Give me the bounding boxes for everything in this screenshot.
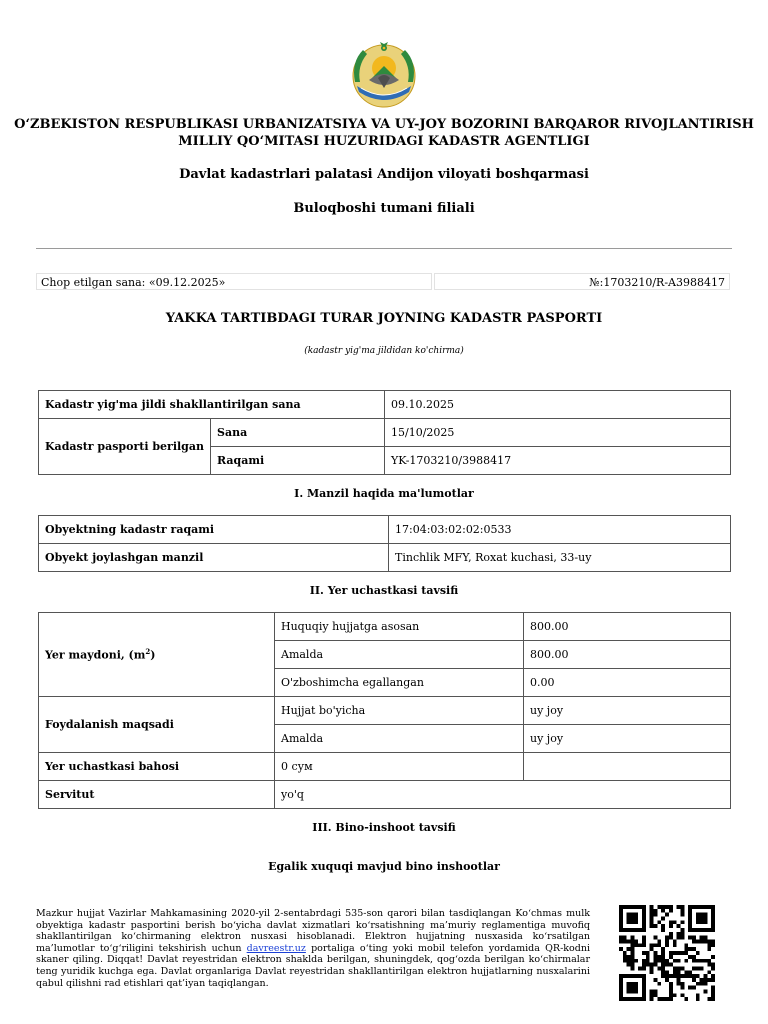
self-occupied-label: O'zboshimcha egallangan — [275, 669, 524, 697]
issue-date-label: Sana — [211, 419, 385, 447]
branch-name: Buloqboshi tumani filiali — [293, 201, 475, 216]
document-subtitle: (kadastr yig'ma jildidan ko'chirma) — [304, 346, 464, 356]
land-table — [38, 612, 731, 809]
purpose-actual-label: Amalda — [275, 725, 524, 753]
purpose-doc-label: Hujjat bo'yicha — [275, 697, 524, 725]
issue-date-value: 15/10/2025 — [385, 419, 731, 447]
state-emblem-icon — [347, 38, 421, 108]
footer-notice: Mazkur hujjat Vazirlar Mahkamasining 2020-yil 2-sentabrdagi 535-son qarori bilan tasdiqlangan Ko‘chmas mulk obyektiga kadastr pasportini berish bo‘yicha davlat xizmatlari ko‘rsatishning ma’muriy reglamentiga muvofiq shakllantirilgan ko‘chirmaning elektron nusxasi hisoblanadi. Elektron hujjatning nusxasida ko‘rsatilgan ma’lumotlar to‘g‘riligini tekshirish uchun davreestr.uz portaliga o‘ting yoki mobil telefon yordamida QR-kodni skaner qiling. Diqqat! Davlat reyestridan elektron shaklda berilgan, shuningdek, qog‘ozda berilgan ko‘chirmalar teng yuridik kuchga ega. Davlat organlariga Davlat reyestridan shakllantirilgan elektron hujjatlarning nusxalarini qabul qilishni rad etishlari qat’iyan taqiqlangan. — [36, 908, 590, 989]
servitude-value: yo'q — [275, 781, 731, 809]
folder-date-label: Kadastr yig'ma jildi shakllantirilgan sana — [39, 391, 385, 419]
passport-table — [38, 390, 731, 475]
passport-number-label: Raqami — [211, 447, 385, 475]
section-3-subtitle: Egalik xuquqi mavjud bino inshootlar — [268, 860, 500, 873]
address-table — [38, 515, 731, 572]
land-price-value: 0 сум — [275, 753, 524, 781]
regional-office: Davlat kadastrlari palatasi Andijon viloyati boshqarmasi — [179, 167, 589, 182]
document-title: YAKKA TARTIBDAGI TURAR JOYNING KADASTR PASPORTI — [165, 311, 603, 326]
organization-name — [0, 116, 768, 150]
org-line-2: MILLIY QO‘MITASI HUZURIDAGI KADASTR AGENTLIGI — [178, 134, 590, 149]
cadastral-number-value: 17:04:03:02:02:0533 — [389, 516, 731, 544]
land-price-empty — [524, 753, 731, 781]
passport-number-value: YK-1703210/3988417 — [385, 447, 731, 475]
print-date: Chop etilgan sana: «09.12.2025» — [36, 273, 432, 290]
purpose-doc-value: uy joy — [524, 697, 731, 725]
legal-area-value: 800.00 — [524, 613, 731, 641]
org-line-1: O‘ZBEKISTON RESPUBLIKASI URBANIZATSIYA VA UY-JOY BOZORINI BARQAROR RIVOJLANTIRISH — [14, 117, 754, 132]
actual-area-value: 800.00 — [524, 641, 731, 669]
qr-code-icon[interactable] — [619, 905, 715, 1001]
section-2-title: II. Yer uchastkasi tavsifi — [309, 584, 459, 597]
cadastral-number-label: Obyektning kadastr raqami — [39, 516, 389, 544]
self-occupied-value: 0.00 — [524, 669, 731, 697]
land-area-label: Yer maydoni, $(m^2)$ — [39, 613, 275, 697]
section-3-title: III. Bino-inshoot tavsifi — [312, 821, 456, 834]
address-value: Tinchlik MFY, Roxat kuchasi, 33-uy — [389, 544, 731, 572]
davreestr-link[interactable]: davreestr.uz — [246, 942, 306, 954]
divider — [36, 248, 732, 249]
document-number: №:1703210/R-A3988417 — [434, 273, 730, 290]
section-1-title: I. Manzil haqida ma'lumotlar — [294, 487, 474, 500]
purpose-actual-value: uy joy — [524, 725, 731, 753]
land-price-label: Yer uchastkasi bahosi — [39, 753, 275, 781]
address-label: Obyekt joylashgan manzil — [39, 544, 389, 572]
passport-issued-label: Kadastr pasporti berilgan — [39, 419, 211, 475]
legal-area-label: Huquqiy hujjatga asosan — [275, 613, 524, 641]
purpose-label: Foydalanish maqsadi — [39, 697, 275, 753]
folder-date-value: 09.10.2025 — [385, 391, 731, 419]
servitude-label: Servitut — [39, 781, 275, 809]
actual-area-label: Amalda — [275, 641, 524, 669]
